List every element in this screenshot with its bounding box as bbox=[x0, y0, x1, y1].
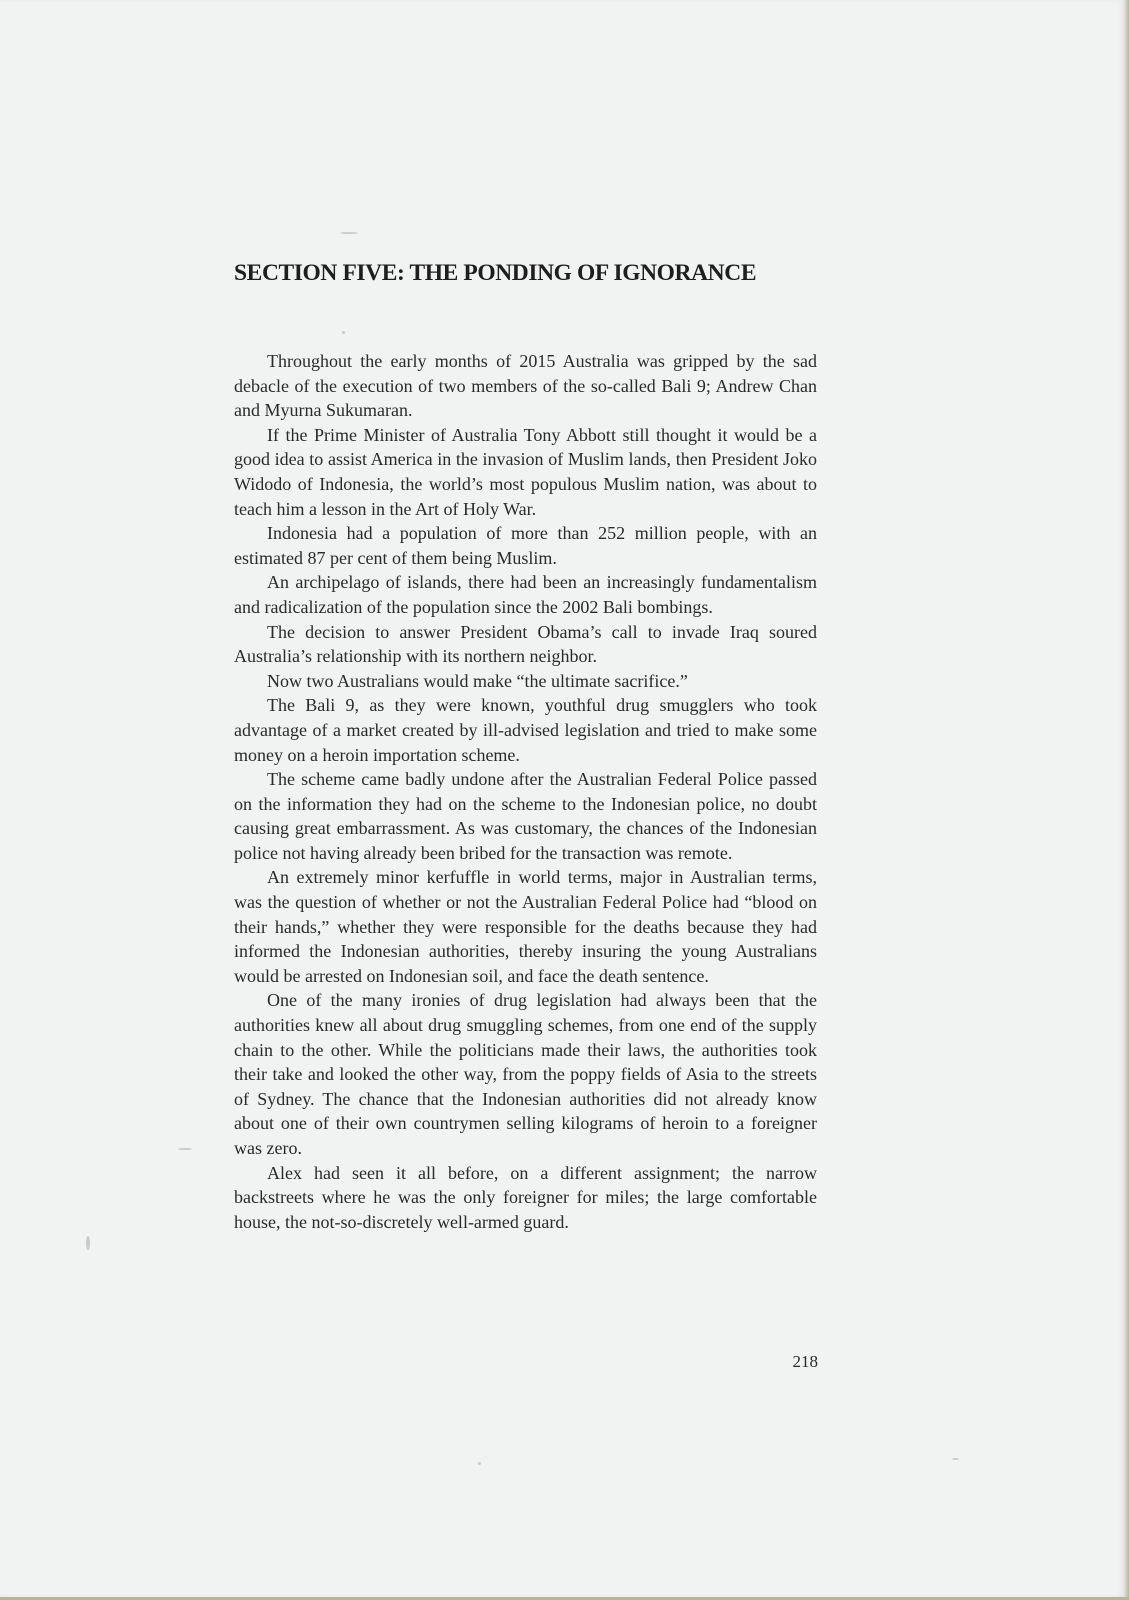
paragraph: If the Prime Minister of Australia Tony Abbott still thought it would be a good idea to assist America in the invasion of Muslim lands, then President Joko Widodo of Indonesia, the world’s most populous Muslim nation, was about to teach him a lesson in the Art of Holy War. bbox=[234, 424, 817, 519]
paper-speck bbox=[340, 232, 358, 234]
paragraph: The Bali 9, as they were known, youthful drug smugglers who took advantage of a market created by ill-advised legislation and tried to make some money on a heroin importation scheme. bbox=[234, 695, 817, 765]
paragraph: Throughout the early months of 2015 Australia was gripped by the sad debacle of the execution of two members of the so-called Bali 9; Andrew Chan and Myurna Sukumaran. bbox=[234, 351, 817, 421]
paragraph: The scheme came badly undone after the Australian Federal Police passed on the information they had on the scheme to the Indonesian police, no doubt causing great embarrassment. As was customary, the chances of the Indonesian police not having already been bribed for the transaction was remote. bbox=[234, 769, 817, 863]
paragraph: Indonesia had a population of more than 252 million people, with an estimated 87 per cent of them being Muslim. bbox=[234, 523, 817, 568]
body-text bbox=[234, 349, 817, 1234]
page-edge bbox=[1124, 0, 1129, 1600]
paper-speck bbox=[478, 1462, 481, 1465]
paragraph: An archipelago of islands, there had been an increasingly fundamentalism and radicalization of the population since the 2002 Bali bombings. bbox=[234, 572, 817, 617]
paper-speck bbox=[178, 1148, 192, 1150]
paragraph: One of the many ironies of drug legislation had always been that the authorities knew all about drug smuggling schemes, from one end of the supply chain to the other. While the politicians made their laws, the authorities took their take and looked the other way, from the poppy fields of Asia to the streets of Sydney. The chance that the Indonesian authorities did not already know about one of their own countrymen selling kilograms of heroin to a foreigner was zero. bbox=[234, 990, 817, 1158]
paragraph: The decision to answer President Obama’s call to invade Iraq soured Australia’s relationship with its northern neighbor. bbox=[234, 621, 817, 667]
paper-speck bbox=[86, 1236, 90, 1250]
paragraph: An extremely minor kerfuffle in world terms, major in Australian terms, was the question of whether or not the Australian Federal Police had “blood on their hands,” whether they were responsible for the deaths because they had informed the Indonesian authorities, thereby insuring the young Australians would be arrested on Indonesian soil, and face the death sentence. bbox=[234, 867, 817, 986]
paragraph: Alex had seen it all before, on a different assignment; the narrow backstreets where he was the only foreigner for miles; the large comfortable house, the not-so-discretely well-armed guard. bbox=[234, 1162, 817, 1232]
paper-speck bbox=[952, 1458, 959, 1460]
text-block bbox=[234, 258, 817, 1234]
paragraph: Now two Australians would make “the ultimate sacrifice.” bbox=[267, 670, 688, 691]
page-number: 218 bbox=[792, 1352, 818, 1371]
section-title: SECTION FIVE: THE PONDING OF IGNORANCE bbox=[234, 260, 757, 286]
